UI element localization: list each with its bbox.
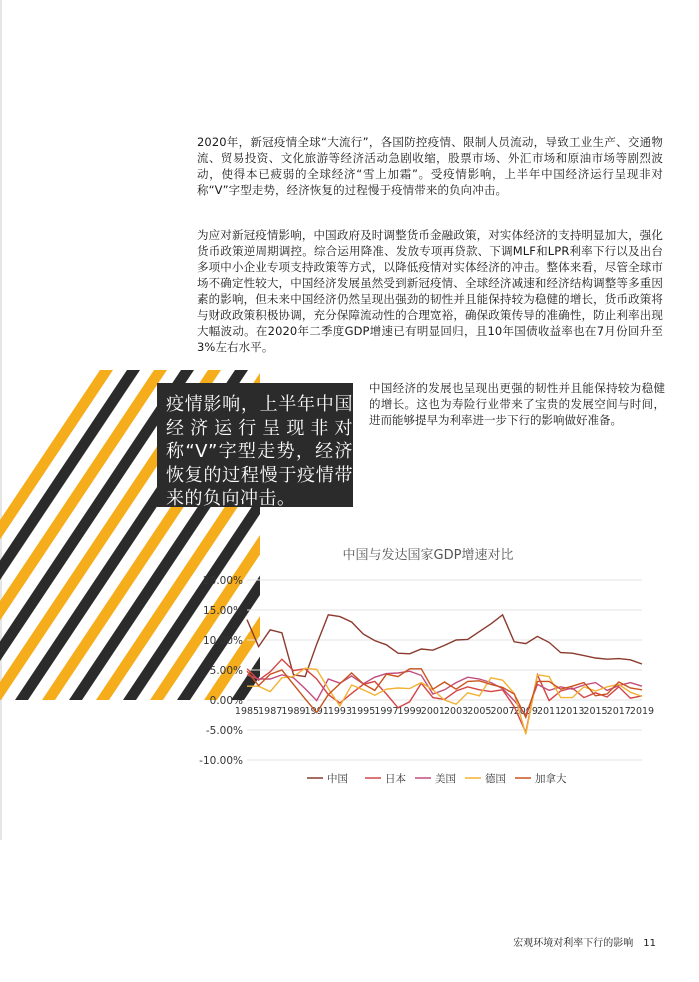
body-paragraph-2: 为应对新冠疫情影响，中国政府及时调整货币金融政策，对实体经济的支持明显加大，强化货币政策逆周期调控。综合运用降准、发放专项再贷款、下调MLF和LPR利率下行以及出台多项中小企业专项支持政策等方式，以降低疫情对实体经济的冲击。整体来看，尽管全球市场不确定性较大，中国经济发展虽然受到新冠疫情、全球经济减速和经济结构调整等多重因素的影响，但未来中国经济仍然呈现出强劲的韧性并且能保持较为稳健的增长，货币政策将与财政政策积极协调，充分保障流动性的合理宽裕，确保政策传导的准确性，防止利率出现大幅波动。在2020年二季度GDP增速已有明显回归，且10年国债收益率也在7月份回升至3%左右水平。 <box>197 228 663 354</box>
pull-quote: 疫情影响，上半年中国经济运行呈现非对称“V”字型走势，经济恢复的过程慢于疫情带来的负向冲击。 <box>157 383 353 507</box>
x-tick-label: 2019 <box>629 706 655 717</box>
x-tick-label: 2007 <box>490 706 515 717</box>
legend-label: 加拿大 <box>535 773 567 785</box>
x-tick-label: 2015 <box>583 706 608 717</box>
x-tick-label: 2003 <box>444 706 469 717</box>
x-tick-label: 1997 <box>374 706 399 717</box>
y-tick-label: 0.00% <box>209 695 243 707</box>
page-number: 11 <box>643 938 656 949</box>
y-tick-label: 10.00% <box>202 635 243 647</box>
x-tick-label: 2001 <box>420 706 445 717</box>
chart-title: 中国与发达国家GDP增速对比 <box>342 548 514 563</box>
x-tick-label: 1999 <box>397 706 422 717</box>
legend-label: 德国 <box>485 773 506 785</box>
x-tick-label: 1987 <box>258 706 283 717</box>
x-tick-label: 2017 <box>606 706 631 717</box>
x-tick-label: 1993 <box>327 706 353 717</box>
y-tick-label: 20.00% <box>202 575 243 587</box>
x-tick-label: 1995 <box>351 706 376 717</box>
x-tick-label: 2009 <box>513 706 538 717</box>
y-tick-label: -5.00% <box>205 725 243 737</box>
x-tick-label: 1991 <box>304 706 329 717</box>
x-tick-label: 1989 <box>281 706 306 717</box>
x-tick-label: 2011 <box>536 706 562 717</box>
gdp-comparison-chart <box>195 540 665 795</box>
series-line-中国 <box>247 615 642 677</box>
legend-label: 美国 <box>435 773 456 785</box>
x-tick-label: 2013 <box>560 706 585 717</box>
y-tick-label: -10.00% <box>199 755 243 767</box>
y-tick-label: 15.00% <box>202 605 243 617</box>
body-paragraph-1: 2020年，新冠疫情全球“大流行”，各国防控疫情、限制人员流动，导致工业生产、交通物流、贸易投资、文化旅游等经济活动急剧收缩，股票市场、外汇市场和原油市场等剧烈波动，使得本已疲弱的全球经济“雪上加霜”。受疫情影响，上半年中国经济运行呈现非对称“V”字型走势，经济恢复的过程慢于疫情带来的负向冲击。 <box>197 135 663 197</box>
page-footer <box>513 934 656 949</box>
y-tick-label: 5.00% <box>209 665 243 677</box>
x-tick-label: 2005 <box>467 706 492 717</box>
footer-title: 宏观环境对利率下行的影响 <box>513 938 634 949</box>
legend-label: 日本 <box>385 773 406 785</box>
body-paragraph-3: 中国经济的发展也呈现出更强的韧性并且能保持较为稳健的增长。这也为寿险行业带来了宝贵的发展空间与时间，进而能够提早为利率进一步下行的影响做好准备。 <box>369 381 665 427</box>
legend-label: 中国 <box>327 773 348 785</box>
x-tick-label: 1985 <box>234 706 260 717</box>
